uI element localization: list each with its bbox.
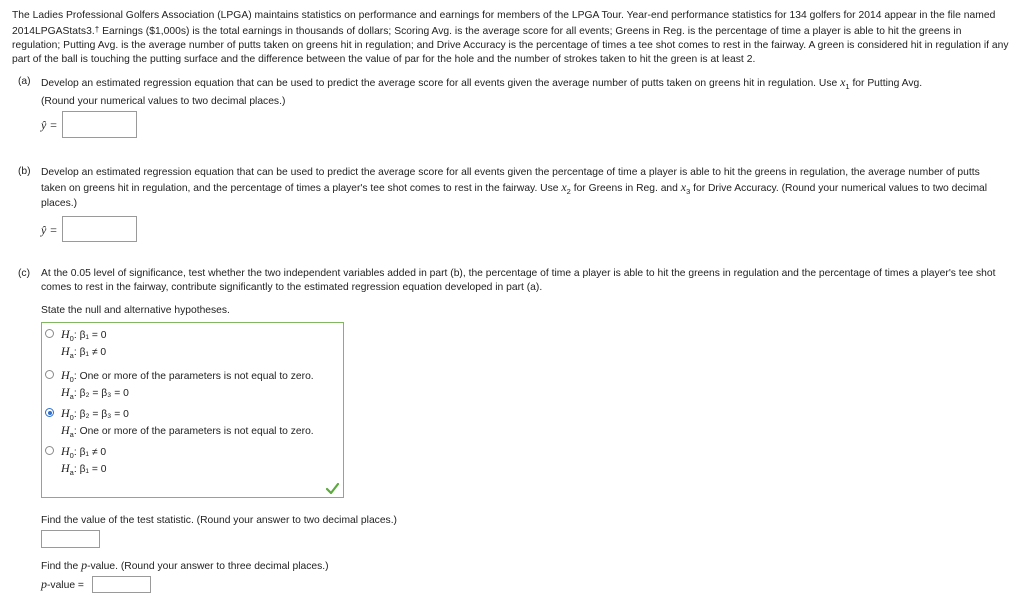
h-symbol: H	[61, 444, 70, 458]
part-a-answer-input[interactable]	[62, 111, 137, 138]
radio-option-4[interactable]	[45, 446, 54, 455]
test-statistic-input[interactable]	[41, 530, 100, 548]
ha-sub: a	[69, 392, 74, 401]
hypotheses-prompt: State the null and alternative hypotheses.	[41, 305, 230, 316]
var-x2: x	[561, 180, 567, 194]
var-x1-sub: 1	[845, 82, 850, 91]
option-2-ha-text: : β₂ = β₃ = 0	[73, 388, 129, 399]
part-c-label: (c)	[18, 268, 31, 279]
hypothesis-option-2[interactable]	[42, 368, 342, 402]
option-3-ha-text: : One or more of the parameters is not equal to zero.	[73, 426, 314, 437]
part-a-prompt	[41, 75, 1021, 109]
part-b-text: Develop an estimated regression equation that can be used to predict the average score for all events given the percentage of time a player is able to hit the greens in regulation, the average number of putts taken on greens hit in regulation, and the percentage of times a player's tee shot comes to rest in the fairway. Use	[41, 167, 980, 194]
h-symbol: H	[61, 385, 70, 399]
intro-text-b: Earnings ($1,000s) is the total earnings in thousands of dollars; Scoring Avg. is the average score for all events; Greens in Reg. is the percentage of time a player is able to hit the greens in regulation; Putting Avg. is the average number of putts taken on greens hit in regulation; and Drive Accuracy is the percentage of times a tee shot comes to rest in the fairway. A green is considered hit in regulation if any part of the ball is touching the putting surface and the difference between the value of par for the hole and the number of strokes taken to hit the green is at least 2.	[12, 26, 1009, 65]
h0-sub: 0	[69, 334, 74, 343]
ha-sub: a	[69, 468, 74, 477]
h0-sub: 0	[69, 375, 74, 384]
option-2-h0-text: : One or more of the parameters is not equal to zero.	[73, 371, 314, 382]
part-b-yhat-label: ŷ =	[41, 223, 58, 237]
pvalue-prompt	[41, 558, 329, 574]
option-1-ha-text: : β₁ ≠ 0	[73, 347, 107, 358]
hypothesis-option-3[interactable]	[42, 406, 342, 440]
option-4-h0-text: : β₁ ≠ 0	[73, 447, 107, 458]
correct-check-icon	[326, 483, 339, 494]
radio-option-2[interactable]	[45, 370, 54, 379]
pvalue-prompt-pre: Find the	[41, 561, 82, 572]
pvalue-input[interactable]	[92, 576, 151, 593]
h0-sub: 0	[69, 451, 74, 460]
radio-option-1[interactable]	[45, 329, 54, 338]
h-symbol: H	[61, 327, 70, 341]
pvalue-prompt-p: p	[81, 558, 88, 572]
option-1-ha	[61, 344, 106, 360]
option-3-h0	[61, 406, 129, 422]
hypotheses-options	[41, 322, 344, 498]
part-a-label: (a)	[18, 76, 31, 87]
footnote-mark: †	[94, 25, 100, 34]
part-b-prompt	[41, 165, 1001, 211]
h-symbol: H	[61, 344, 70, 358]
pvalue-label-post: -value =	[47, 580, 84, 591]
part-b-answer-input[interactable]	[62, 216, 137, 242]
option-1-h0-text: : β₁ = 0	[73, 330, 107, 341]
part-a-round-note: (Round your numerical values to two decimal places.)	[41, 96, 286, 107]
test-statistic-prompt: Find the value of the test statistic. (Round your answer to two decimal places.)	[41, 515, 397, 526]
option-1-h0	[61, 327, 106, 343]
h-symbol: H	[61, 406, 70, 420]
part-a-text-post: for Putting Avg.	[849, 78, 923, 89]
part-a-yhat-label: ŷ =	[41, 118, 58, 132]
part-b-text-post: for Drive Accuracy. (Round your numerical values to two decimal places.)	[41, 183, 988, 209]
var-x2-sub: 2	[566, 187, 571, 196]
intro-text-a: The Ladies Professional Golfers Association (LPGA) maintains statistics on performance and earnings for members of the LPGA Tour. Year-end performance statistics for 134 golfers for 2014 appear in the file named 2014LPGAStats3.	[12, 10, 996, 37]
var-x3: x	[680, 180, 687, 194]
h-symbol: H	[61, 368, 70, 382]
option-4-ha	[61, 461, 106, 477]
option-2-ha	[61, 385, 129, 401]
problem-intro	[12, 9, 1012, 67]
part-c-prompt: At the 0.05 level of significance, test whether the two independent variables added in part (b), the percentage of time a player is able to hit the greens in regulation and the percentage of times a player's tee shot comes to rest in the fairway, contribute significantly to the estimated regression equation developed in part (a).	[41, 268, 996, 293]
h0-sub: 0	[69, 413, 74, 422]
var-x3-sub: 3	[686, 187, 691, 196]
var-x1: x	[840, 75, 846, 89]
h-symbol: H	[61, 423, 70, 437]
pvalue-label-p: p	[41, 577, 47, 591]
h-symbol: H	[61, 461, 70, 475]
option-3-h0-text: : β₂ = β₃ = 0	[73, 409, 129, 420]
part-b-text-mid: for Greens in Reg. and	[570, 183, 681, 194]
pvalue-prompt-post: -value. (Round your answer to three decimal places.)	[87, 561, 329, 572]
part-a-text: Develop an estimated regression equation that can be used to predict the average score for all events given the average number of putts taken on greens hit in regulation. Use	[41, 78, 841, 89]
option-4-ha-text: : β₁ = 0	[73, 464, 107, 475]
part-b-label: (b)	[18, 166, 31, 177]
hypothesis-option-1[interactable]	[42, 327, 342, 361]
ha-sub: a	[69, 430, 74, 439]
pvalue-label	[41, 577, 84, 593]
option-3-ha	[61, 423, 314, 439]
option-4-h0	[61, 444, 106, 460]
hypothesis-option-4[interactable]	[42, 444, 342, 478]
option-2-h0	[61, 368, 314, 384]
ha-sub: a	[69, 351, 74, 360]
radio-option-3-selected[interactable]	[45, 408, 54, 417]
